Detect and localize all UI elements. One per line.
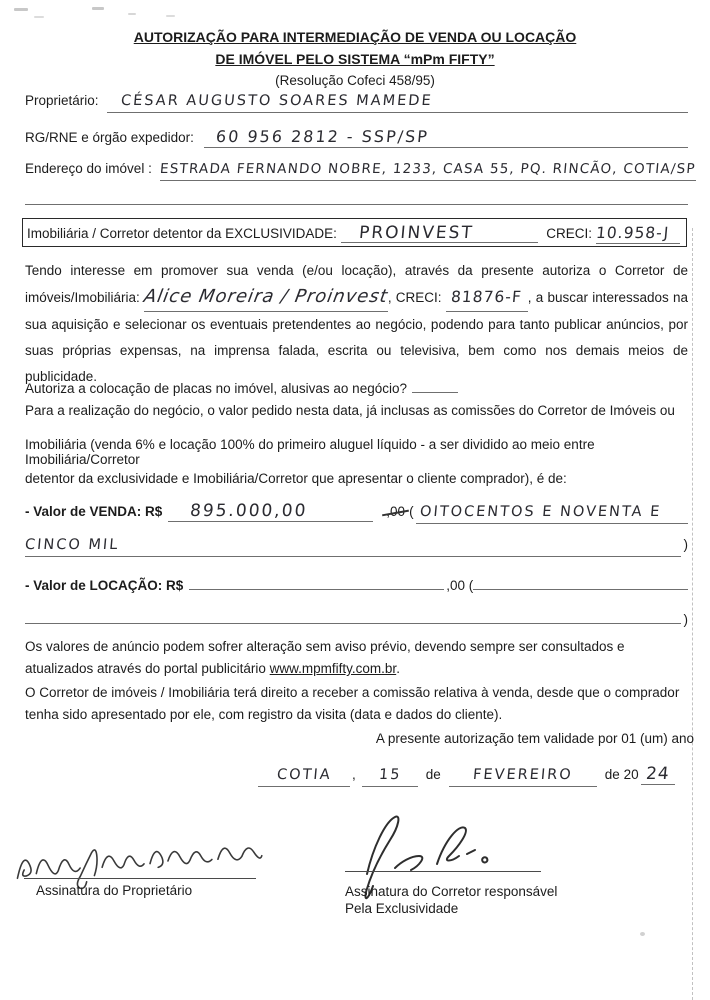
day-value: 15 <box>377 767 402 783</box>
creci-label: CRECI: <box>546 226 592 241</box>
validity-note: A presente autorização tem validade por 01 (um) ano <box>375 731 694 746</box>
date-de2: de 20 <box>604 767 639 782</box>
valor-locacao-label: - Valor de LOCAÇÃO: R$ <box>25 578 184 593</box>
note1-text: Os valores de anúncio podem sofrer alteração sem aviso prévio, devendo sempre ser consultados e atualizados através do portal publicitário <box>25 639 625 676</box>
rg-value: 60 956 2812 - SSP/SP <box>215 127 430 146</box>
field-endereco <box>25 160 697 181</box>
endereco-blank-line <box>25 186 688 205</box>
city-field <box>258 766 350 787</box>
form-title-line1: AUTORIZAÇÃO PARA INTERMEDIAÇÃO DE VENDA OU LOCAÇÃO <box>133 29 577 45</box>
exclusividade-box <box>22 218 687 247</box>
locacao-extenso-field2 <box>25 605 681 624</box>
scan-speck <box>166 15 175 17</box>
form-header <box>0 26 710 88</box>
valor-venda-field <box>168 501 373 522</box>
locacao-cents: ,00 ( <box>446 578 474 593</box>
proprietario-label: Proprietário: <box>25 93 99 108</box>
venda-extenso-field <box>416 503 688 524</box>
broker-creci-field <box>446 284 528 312</box>
endereco-label: Endereço do imóvel : <box>25 161 152 176</box>
rg-label: RG/RNE e órgão expedidor: <box>25 130 194 145</box>
paragraph1-part3: , a buscar interessados na sua aquisição e selecionar os eventuais pretendentes ao negócio, podendo para tanto publicar anúncios, por suas próprias expensas, na imprensa falada, escrita ou televisiva, bem como nos demais meios de publicidade. <box>25 290 688 384</box>
exclusividade-field <box>341 223 538 243</box>
valor-venda-row <box>25 501 688 524</box>
exclusividade-label: Imobiliária / Corretor detentor da EXCLUSIVIDADE: <box>27 226 337 241</box>
venda-cents-struck: ,00 <box>386 504 406 519</box>
endereco-value: ESTRADA FERNANDO NOBRE, 1233, CASA 55, PQ. RINCÃO, COTIA/SP <box>159 161 697 177</box>
scan-speck <box>14 8 28 11</box>
valor-locacao-field <box>189 571 444 590</box>
note-portal <box>25 636 680 680</box>
valor-locacao-row2 <box>25 605 688 627</box>
endereco-field <box>160 160 696 181</box>
authorization-paragraph <box>25 258 688 390</box>
locacao-extenso-field <box>473 571 688 590</box>
valor-venda-label: - Valor de VENDA: R$ <box>25 504 163 519</box>
broker-signature-caption2: Pela Exclusividade <box>345 901 459 916</box>
creci-field <box>596 224 680 244</box>
note1-period: . <box>396 661 400 676</box>
broker-signature-line <box>345 871 541 872</box>
exclusividade-value: PROINVEST <box>358 223 475 243</box>
venda-paren-close: ) <box>683 537 688 552</box>
date-comma: , <box>352 767 356 782</box>
date-de1: de <box>425 767 441 782</box>
day-field <box>362 766 418 787</box>
broker-name-value: Alice Moreira / Proinvest <box>142 286 390 307</box>
placas-question-row <box>25 377 458 396</box>
scan-speck <box>34 16 44 18</box>
proprietario-value: CÉSAR AUGUSTO SOARES MAMEDE <box>119 93 433 109</box>
valor-intro-line3: detentor da exclusividade e Imobiliária/Corretor que apresentar o cliente comprador), é de: <box>25 471 567 486</box>
broker-creci-value: 81876-F <box>450 288 523 306</box>
city-value: COTIA <box>276 767 332 783</box>
valor-locacao-row <box>25 571 688 593</box>
month-value: FEVEREIRO <box>472 767 574 783</box>
year-value: 24 <box>644 764 671 784</box>
field-proprietario <box>25 92 688 113</box>
paragraph1-part2: , CRECI: <box>387 290 442 305</box>
year-field <box>641 764 675 785</box>
scan-speck <box>640 932 645 936</box>
broker-signature-caption1: Assinatura do Corretor responsável <box>345 884 558 899</box>
broker-name-field <box>144 284 388 312</box>
proprietario-field <box>107 92 688 113</box>
valor-venda-row2 <box>25 536 688 557</box>
placas-answer-field <box>412 377 458 393</box>
venda-paren-open: ( <box>409 504 414 519</box>
paragraph1-part1: Tendo interesse em promover sua venda (e/ou locação), através da presente autoriza o Corretor de imóveis/Imobiliária: <box>25 263 688 305</box>
venda-extenso-line2: CINCO MIL <box>24 537 120 553</box>
portal-url: www.mpmfifty.com.br <box>269 661 397 676</box>
month-field <box>449 766 597 787</box>
valor-intro-line1: Para a realização do negócio, o valor pedido nesta data, já inclusas as comissões do Corretor de Imóveis ou <box>25 403 675 418</box>
scan-speck <box>92 7 104 10</box>
form-subtitle: (Resolução Cofeci 458/95) <box>275 73 435 88</box>
placas-question: Autoriza a colocação de placas no imóvel, alusivas ao negócio? <box>25 381 407 396</box>
venda-extenso-field2 <box>25 536 681 557</box>
owner-signature-line <box>24 878 256 879</box>
valor-venda-value: 895.000,00 <box>189 501 309 521</box>
creci-value: 10.958-J <box>595 224 671 242</box>
venda-extenso-line1: OITOCENTOS E NOVENTA E <box>418 504 662 520</box>
owner-signature-caption: Assinatura do Proprietário <box>36 883 193 898</box>
date-line <box>258 764 690 787</box>
locacao-paren-close: ) <box>683 612 688 627</box>
form-title-line2: DE IMÓVEL PELO SISTEMA “mPm FIFTY” <box>215 51 495 67</box>
valor-intro-line2: Imobiliária (venda 6% e locação 100% do primeiro aluguel líquido - a ser dividido ao meio entre Imobiliária/Corretor <box>25 437 595 467</box>
scan-speck <box>128 13 136 15</box>
scan-edge-line <box>692 228 693 1000</box>
rg-field <box>204 127 688 148</box>
field-rg <box>25 127 688 148</box>
note-comissao: O Corretor de imóveis / Imobiliária terá direito a receber a comissão relativa à venda, desde que o comprador tenha sido apresentado por ele, com registro da visita (data e dados do cliente). <box>25 685 680 722</box>
